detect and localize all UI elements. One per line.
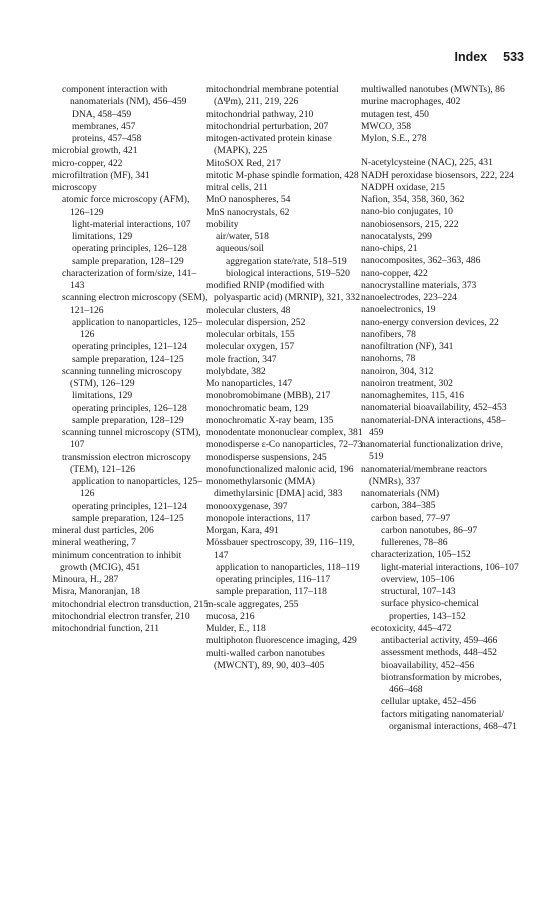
index-entry: nanomaterials (NM): [361, 488, 440, 499]
index-entry: monochromatic X-ray beam, 135: [206, 414, 334, 426]
index-column-3: [361, 84, 519, 733]
index-entry: micro-copper, 422: [52, 157, 123, 169]
index-entry: limitations, 129: [72, 231, 133, 242]
index-entry: mitochondrial perturbation, 207: [206, 120, 329, 132]
index-entry: nanoelectronics, 19: [361, 304, 436, 316]
index-entry: structural, 107–143: [381, 586, 456, 597]
index-entry: molecular dispersion, 252: [206, 316, 306, 328]
index-entry: mineral weathering, 7: [52, 537, 136, 549]
index-entry: multi-walled carbon nanotubes (MWCNT), 89, 90, 403–405: [206, 647, 325, 671]
index-entry: light-material interactions, 107: [72, 218, 191, 230]
index-entry: sample preparation, 124–125: [72, 512, 184, 524]
index-entry: Morgan, Kara, 491: [206, 525, 279, 536]
index-entry: membranes, 457: [72, 120, 136, 132]
index-entry: Misra, Manoranjan, 18: [52, 586, 140, 598]
index-entry: monodentate mononuclear complex, 381: [206, 427, 363, 438]
index-entry: nanocatalysts, 299: [361, 230, 432, 242]
index-entry: operating principles, 116–117: [216, 574, 331, 585]
index-entry: mitogen-activated protein kinase (MAPK), 225: [206, 133, 332, 157]
index-entry: nanobiosensors, 215, 222: [361, 218, 459, 230]
index-entry: nano-bio conjugates, 10: [361, 206, 453, 218]
index-entry: biological interactions, 519–520: [226, 267, 350, 279]
index-entry: nano-energy conversion devices, 22: [361, 316, 499, 328]
index-entry: monofunctionalized malonic acid, 196: [206, 463, 354, 475]
index-column-1: [52, 84, 210, 635]
index-entry: cellular uptake, 452–456: [381, 696, 477, 708]
index-entry: molybdate, 382: [206, 365, 266, 377]
index-entry: fullerenes, 78–86: [381, 537, 448, 548]
index-entry: overview, 105–106: [381, 573, 455, 585]
index-entry: nanomaterial-DNA interactions, 458–459: [361, 414, 506, 438]
index-entry: Mulder, E., 118: [206, 623, 266, 634]
index-entry: operating principles, 126–128: [72, 402, 187, 414]
index-entry: monochromatic beam, 129: [206, 402, 309, 414]
index-entry: mineral dust particles, 206: [52, 525, 154, 536]
index-entry: monopole interactions, 117: [206, 512, 311, 524]
index-entry: DNA, 458–459: [72, 108, 132, 120]
index-entry: application to nanoparticles, 118–119: [216, 561, 360, 573]
index-entry: microfiltration (MF), 341: [52, 169, 150, 181]
index-entry: microscopy: [52, 182, 97, 193]
index-entry: nanofiltration (NF), 341: [361, 341, 454, 352]
index-column-2: [206, 84, 364, 672]
index-entry: m-scale aggregates, 255: [206, 598, 299, 610]
index-entry: scanning tunnel microscopy (STM), 107: [62, 427, 201, 451]
index-entry: scanning tunneling microscopy (STM), 126–129: [62, 365, 182, 389]
index-entry: proteins, 457–458: [72, 133, 142, 144]
index-entry: N-acetylcysteine (NAC), 225, 431: [361, 157, 493, 169]
index-entry: mitochondrial function, 211: [52, 623, 160, 634]
index-entry: assessment methods, 448–452: [381, 647, 497, 659]
index-entry: nanofibers, 78: [361, 328, 416, 340]
index-entry: atomic force microscopy (AFM), 126–129: [62, 194, 190, 218]
index-entry: characterization of form/size, 141–143: [62, 267, 197, 291]
index-entry: mitral cells, 211: [206, 182, 268, 193]
index-entry: operating principles, 121–124: [72, 500, 187, 512]
index-entry: nanohorns, 78: [361, 353, 416, 365]
index-entry: Minoura, H., 287: [52, 574, 119, 585]
index-entry: nanocomposites, 362–363, 486: [361, 255, 481, 267]
index-entry: application to nanoparticles, 125–126: [72, 476, 203, 500]
index-entry: characterization, 105–152: [371, 549, 471, 561]
index-entry: antibacterial activity, 459–466: [381, 635, 498, 646]
index-entry: murine macrophages, 402: [361, 96, 461, 108]
index-entry: nanocrystalline materials, 373: [361, 279, 477, 291]
index-entry: monodisperse ε-Co nanoparticles, 72–73: [206, 439, 363, 451]
index-entry: monomethylarsonic (MMA) dimethylarsinic [DMA] acid, 383: [206, 476, 343, 500]
index-entry: multiwalled nanotubes (MWNTs), 86: [361, 84, 505, 95]
index-entry: mitochondrial electron transfer, 210: [52, 610, 190, 622]
index-entry: monooxygenase, 397: [206, 500, 288, 512]
index-entry: multiphoton fluorescence imaging, 429: [206, 635, 357, 647]
index-entry: mitochondrial pathway, 210: [206, 108, 314, 120]
index-entry: sample preparation, 117–118: [216, 586, 327, 598]
index-entry: mutagen test, 450: [361, 108, 429, 120]
index-entry: monodisperse suspensions, 245: [206, 451, 327, 463]
index-entry: carbon, 384–385: [371, 500, 436, 512]
index-entry: MitoSOX Red, 217: [206, 157, 281, 169]
index-entry: NADPH oxidase, 215: [361, 181, 445, 193]
index-entry: MnO nanospheres, 54: [206, 194, 291, 206]
index-entry: ecotoxicity, 445–472: [371, 622, 452, 634]
index-entry: surface physico-chemical properties, 143–152: [381, 598, 479, 622]
index-entry: sample preparation, 124–125: [72, 353, 184, 365]
index-entry: microbial growth, 421: [52, 145, 138, 157]
index-entry: Mylon, S.E., 278: [361, 133, 427, 144]
index-entry: mole fraction, 347: [206, 353, 277, 365]
index-entry: NADH peroxidase biosensors, 222, 224: [361, 169, 514, 181]
section-title: Index: [454, 50, 488, 64]
index-entry: nanoiron, 304, 312: [361, 365, 434, 377]
index-entry: nanomaterial bioavailability, 452–453: [361, 402, 507, 414]
index-entry: Mössbauer spectroscopy, 39, 116–119, 147: [206, 537, 355, 561]
page-number: 533: [503, 50, 524, 64]
index-entry: sample preparation, 128–129: [72, 255, 184, 267]
index-entry: modified RNIP (modified with polyaspartic acid) (MRNIP), 321, 332: [206, 280, 361, 304]
index-entry: aggregation state/rate, 518–519: [226, 255, 347, 267]
index-entry: scanning electron microscopy (SEM), 121–126: [62, 292, 208, 316]
index-entry: bioavailability, 452–456: [381, 659, 475, 671]
index-entry: factors mitigating nanomaterial/ organismal interactions, 468–471: [381, 708, 517, 732]
index-entry: mucosa, 216: [206, 610, 255, 622]
index-entry: biotransformation by microbes, 466–468: [381, 671, 502, 695]
index-entry: nanoiron treatment, 302: [361, 377, 453, 389]
index-entry: transmission electron microscopy (TEM), 121–126: [62, 451, 191, 475]
index-entry: carbon based, 77–97: [371, 512, 451, 524]
index-entry: nanomaterial/membrane reactors (NMRs), 337: [361, 463, 487, 487]
index-entry: molecular oxygen, 157: [206, 341, 295, 353]
index-entry: operating principles, 121–124: [72, 341, 187, 353]
index-entry: molecular orbitals, 155: [206, 329, 295, 340]
index-entry: mitochondrial membrane potential (ΔΨm), 211, 219, 226: [206, 84, 339, 108]
index-entry: aqueous/soil: [216, 243, 264, 255]
index-entry: limitations, 129: [72, 390, 133, 402]
index-entry: application to nanoparticles, 125–126: [72, 316, 203, 340]
index-entry: mitochondrial electron transduction, 215: [52, 598, 209, 610]
index-entry: nanomaghemites, 115, 416: [361, 390, 465, 401]
index-entry: molecular clusters, 48: [206, 304, 291, 316]
index-entry: air/water, 518: [216, 231, 269, 242]
index-entry: Mo nanoparticles, 147: [206, 378, 293, 389]
running-header: [454, 50, 524, 64]
index-entry: sample preparation, 128–129: [72, 414, 184, 426]
index-entry: nanoelectrodes, 223–224: [361, 292, 457, 303]
index-entry: nano-chips, 21: [361, 243, 418, 254]
index-entry: mitotic M-phase spindle formation, 428: [206, 169, 359, 181]
index-entry: MnS nanocrystals, 62: [206, 206, 290, 218]
index-entry: nanomaterial functionalization drive, 519: [361, 439, 503, 463]
index-entry: operating principles, 126–128: [72, 243, 187, 255]
index-entry: MWCO, 358: [361, 120, 412, 132]
index-entry: monobromobimane (MBB), 217: [206, 390, 331, 402]
index-entry: mobility: [206, 218, 239, 230]
index-entry: Nafion, 354, 358, 360, 362: [361, 194, 465, 205]
index-entry: minimum concentration to inhibit growth (MCIG), 451: [52, 549, 182, 573]
index-entry: nano-copper, 422: [361, 267, 428, 279]
index-entry: light-material interactions, 106–107: [381, 561, 519, 573]
index-entry: component interaction with nanomaterials (NM), 456–459: [62, 84, 187, 108]
index-entry: carbon nanotubes, 86–97: [381, 524, 478, 536]
